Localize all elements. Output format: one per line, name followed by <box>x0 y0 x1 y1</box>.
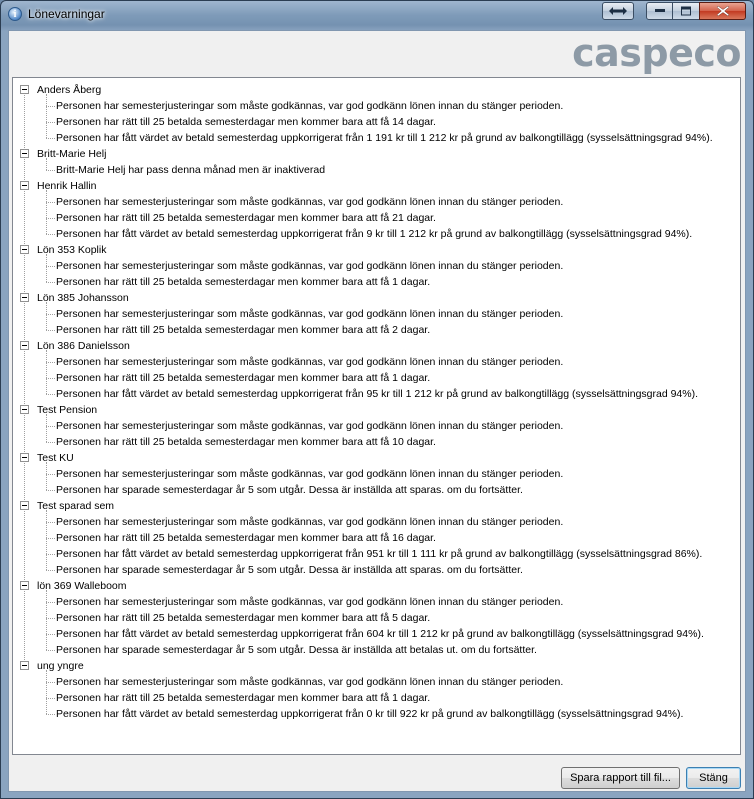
tree-connector <box>46 170 55 171</box>
tree-node-employee[interactable]: Lön 386 Danielsson <box>37 340 130 352</box>
minimize-button[interactable] <box>646 2 673 20</box>
tree-item-warning[interactable]: Personen har rätt till 25 betalda semesterdagar men kommer bara att få 14 dagar. <box>56 116 436 128</box>
window-title: Lönevarningar <box>28 7 105 21</box>
collapse-toggle[interactable] <box>20 453 29 462</box>
close-button[interactable]: Stäng <box>686 767 741 789</box>
tree-connector <box>46 442 55 443</box>
tree-connector <box>46 158 47 170</box>
tree-connector <box>46 490 55 491</box>
tree-item-warning[interactable]: Personen har rätt till 25 betalda semesterdagar men kommer bara att få 16 dagar. <box>56 532 436 544</box>
tree-connector <box>46 234 55 235</box>
tree-item-warning[interactable]: Personen har semesterjusteringar som måste godkännas, var god godkänn lönen innan du stänger perioden. <box>56 308 564 320</box>
tree-node-employee[interactable]: ung yngre <box>37 660 84 672</box>
minimize-icon <box>655 9 665 13</box>
tree-item-warning[interactable]: Personen har semesterjusteringar som måste godkännas, var god godkänn lönen innan du stänger perioden. <box>56 676 564 688</box>
tree-item-warning[interactable]: Personen har sparade semesterdagar år 5 som utgår. Dessa är inställda att betalas ut. om du fortsätter. <box>56 644 537 656</box>
tree-item-warning[interactable]: Personen har rätt till 25 betalda semesterdagar men kommer bara att få 1 dagar. <box>56 372 431 384</box>
tree-item-warning[interactable]: Personen har semesterjusteringar som måste godkännas, var god godkänn lönen innan du stänger perioden. <box>56 356 564 368</box>
tree-connector <box>46 330 55 331</box>
collapse-toggle[interactable] <box>20 181 29 190</box>
tree-connector <box>46 350 47 394</box>
tree-item-warning[interactable]: Personen har semesterjusteringar som måste godkännas, var god godkänn lönen innan du stänger perioden. <box>56 260 564 272</box>
tree-item-warning[interactable]: Personen har fått värdet av betald semesterdag uppkorrigerat från 0 kr till 922 kr på grund av balkongtillägg (sysselsättningsgrad 94%). <box>56 708 684 720</box>
tree-item-warning[interactable]: Personen har rätt till 25 betalda semesterdagar men kommer bara att få 2 dagar. <box>56 324 431 336</box>
tree-connector <box>46 94 47 138</box>
tree-connector <box>46 202 55 203</box>
tree-connector <box>46 670 47 714</box>
tree-node-employee[interactable]: Test sparad sem <box>37 500 115 512</box>
tree-node-employee[interactable]: Test Pension <box>37 404 98 416</box>
collapse-toggle[interactable] <box>20 341 29 350</box>
tree-connector <box>46 650 55 651</box>
tree-item-warning[interactable]: Personen har fått värdet av betald semesterdag uppkorrigerat från 95 kr till 1 212 kr på grund av balkongtillägg (sysselsättningsgrad 94%). <box>56 388 699 400</box>
tree-connector <box>46 106 55 107</box>
tree-connector <box>46 462 47 490</box>
tree-connector <box>46 510 47 570</box>
tree-connector <box>46 634 55 635</box>
tree-node-employee[interactable]: Henrik Hallin <box>37 180 97 192</box>
tree-connector <box>46 362 55 363</box>
collapse-toggle[interactable] <box>20 85 29 94</box>
tree-connector <box>46 302 47 330</box>
collapse-toggle[interactable] <box>20 661 29 670</box>
tree-node-employee[interactable]: Lön 353 Koplik <box>37 244 107 256</box>
collapse-toggle[interactable] <box>20 581 29 590</box>
tree-connector <box>46 474 55 475</box>
tree-item-warning[interactable]: Personen har fått värdet av betald semesterdag uppkorrigerat från 604 kr till 1 212 kr på grund av balkongtillägg (sysselsättningsgrad 94%). <box>56 628 704 640</box>
tree-connector <box>46 138 55 139</box>
collapse-toggle[interactable] <box>20 149 29 158</box>
tree-connector <box>46 190 47 234</box>
tree-node-employee[interactable]: Test KU <box>37 452 74 464</box>
caspeco-logo: caspeco <box>572 31 741 75</box>
close-icon <box>717 6 729 16</box>
tree-connector <box>46 522 55 523</box>
maximize-icon <box>681 7 691 16</box>
tree-connector <box>46 554 55 555</box>
resize-button[interactable] <box>602 2 634 20</box>
tree-node-employee[interactable]: Lön 385 Johansson <box>37 292 129 304</box>
tree-connector <box>46 538 55 539</box>
tree-item-warning[interactable]: Personen har rätt till 25 betalda semesterdagar men kommer bara att få 1 dagar. <box>56 276 431 288</box>
tree-node-employee[interactable]: lön 369 Walleboom <box>37 580 127 592</box>
tree-item-warning[interactable]: Personen har rätt till 25 betalda semesterdagar men kommer bara att få 5 dagar. <box>56 612 431 624</box>
tree-root-connector <box>24 90 25 666</box>
tree-connector <box>46 682 55 683</box>
tree-item-warning[interactable]: Personen har rätt till 25 betalda semesterdagar men kommer bara att få 10 dagar. <box>56 436 436 448</box>
collapse-toggle[interactable] <box>20 245 29 254</box>
tree-connector <box>46 218 55 219</box>
tree-connector <box>46 282 55 283</box>
close-window-button[interactable] <box>699 2 746 20</box>
tree-connector <box>46 314 55 315</box>
tree-connector <box>46 378 55 379</box>
tree-node-employee[interactable]: Anders Åberg <box>37 84 102 96</box>
tree-item-warning[interactable]: Personen har fått värdet av betald semesterdag uppkorrigerat från 951 kr till 1 111 kr på grund av balkongtillägg (sysselsättningsgrad 86%). <box>56 548 703 560</box>
resize-arrows-icon <box>609 7 627 15</box>
dialog-client-area <box>8 30 746 792</box>
tree-item-warning[interactable]: Personen har semesterjusteringar som måste godkännas, var god godkänn lönen innan du stänger perioden. <box>56 196 564 208</box>
tree-connector <box>46 122 55 123</box>
tree-connector <box>46 426 55 427</box>
tree-connector <box>46 618 55 619</box>
maximize-button[interactable] <box>672 2 700 20</box>
collapse-toggle[interactable] <box>20 501 29 510</box>
save-report-button[interactable]: Spara rapport till fil... <box>561 767 680 789</box>
tree-connector <box>46 254 47 282</box>
tree-connector <box>46 394 55 395</box>
tree-item-warning[interactable]: Personen har sparade semesterdagar år 5 som utgår. Dessa är inställda att sparas. om du fortsätter. <box>56 564 523 576</box>
warnings-tree[interactable] <box>12 77 741 755</box>
tree-connector <box>46 590 47 650</box>
title-bar[interactable] <box>1 1 753 29</box>
tree-item-warning[interactable]: Personen har semesterjusteringar som måste godkännas, var god godkänn lönen innan du stänger perioden. <box>56 516 564 528</box>
tree-item-warning[interactable]: Personen har fått värdet av betald semesterdag uppkorrigerat från 9 kr till 1 212 kr på grund av balkongtillägg (sysselsättningsgrad 94%). <box>56 228 693 240</box>
tree-item-warning[interactable]: Personen har rätt till 25 betalda semesterdagar men kommer bara att få 1 dagar. <box>56 692 431 704</box>
tree-connector <box>46 266 55 267</box>
tree-item-warning[interactable]: Britt-Marie Helj har pass denna månad men är inaktiverad <box>56 164 326 176</box>
tree-item-warning[interactable]: Personen har semesterjusteringar som måste godkännas, var god godkänn lönen innan du stänger perioden. <box>56 596 564 608</box>
tree-connector <box>46 570 55 571</box>
tree-item-warning[interactable]: Personen har semesterjusteringar som måste godkännas, var god godkänn lönen innan du stänger perioden. <box>56 468 564 480</box>
tree-item-warning[interactable]: Personen har semesterjusteringar som måste godkännas, var god godkänn lönen innan du stänger perioden. <box>56 100 564 112</box>
collapse-toggle[interactable] <box>20 405 29 414</box>
collapse-toggle[interactable] <box>20 293 29 302</box>
tree-connector <box>46 698 55 699</box>
tree-connector <box>46 414 47 442</box>
tree-connector <box>46 714 55 715</box>
tree-item-warning[interactable]: Personen har sparade semesterdagar år 5 som utgår. Dessa är inställda att sparas. om du fortsätter. <box>56 484 523 496</box>
tree-node-employee[interactable]: Britt-Marie Helj <box>37 148 107 160</box>
tree-item-warning[interactable]: Personen har semesterjusteringar som måste godkännas, var god godkänn lönen innan du stänger perioden. <box>56 420 564 432</box>
tree-item-warning[interactable]: Personen har rätt till 25 betalda semesterdagar men kommer bara att få 21 dagar. <box>56 212 436 224</box>
tree-connector <box>46 602 55 603</box>
info-icon: i <box>8 7 22 21</box>
tree-item-warning[interactable]: Personen har fått värdet av betald semesterdag uppkorrigerat från 1 191 kr till 1 212 kr på grund av balkongtillägg (sysselsättningsgrad 94%). <box>56 132 713 144</box>
